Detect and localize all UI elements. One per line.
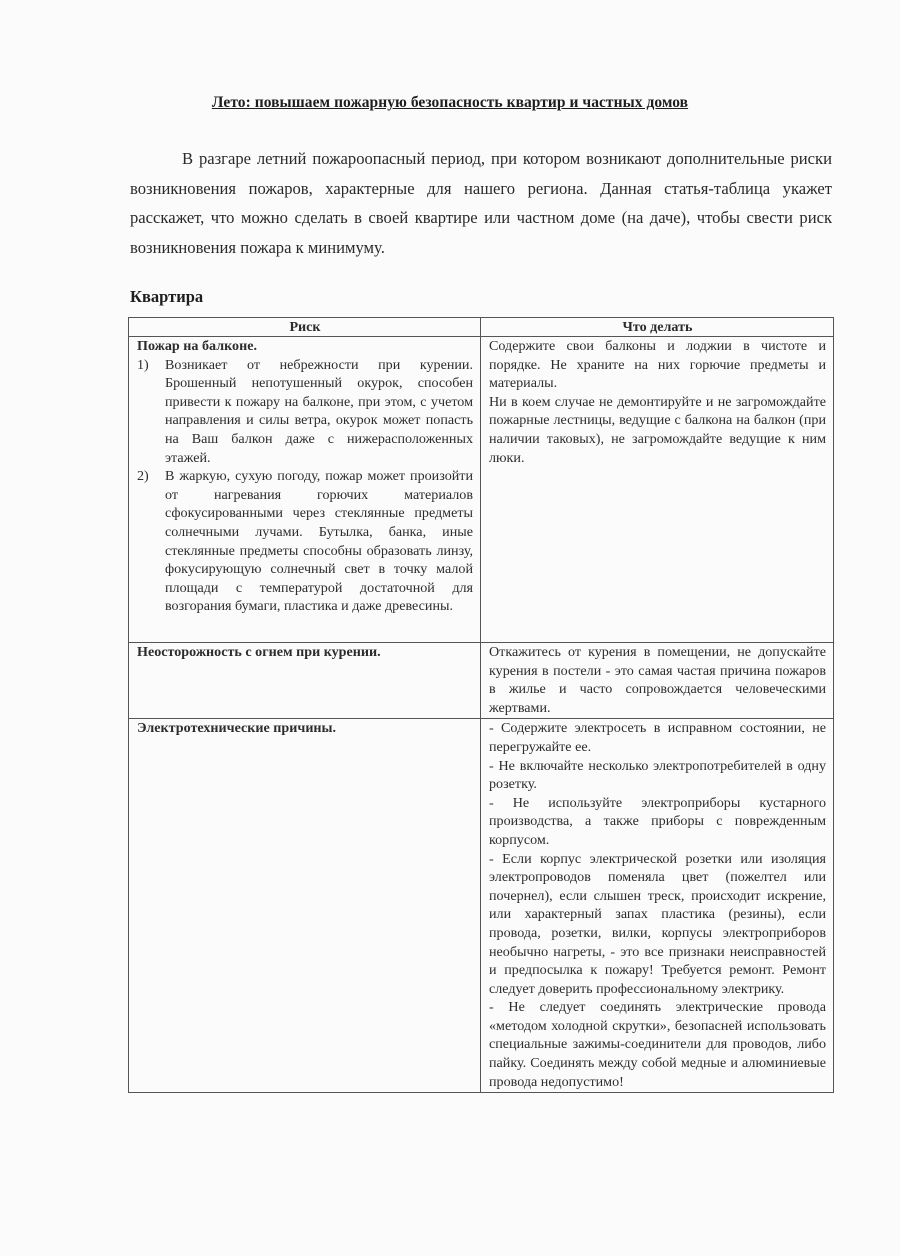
action-paragraph: - Не следует соединять электрические провода «методом холодной скрутки», безопасней использовать специальные зажимы-соединители для проводов, либо пайку. Соединять между собой медные и алюминиевые провода недопустимо! [489,999,826,1090]
list-number: 2) [137,468,149,485]
risk-cell [129,643,481,719]
header-risk: Риск [129,318,481,337]
action-cell [481,643,834,719]
action-paragraph: - Не включайте несколько электропотребителей в одну розетку. [489,757,826,793]
action-cell [481,337,834,643]
list-item [137,356,473,468]
action-cell [481,719,834,1093]
intro-paragraph: В разгаре летний пожароопасный период, при котором возникают дополнительные риски возникновения пожаров, характерные для нашего региона. Данная статья-таблица укажет расскажет, что можно сделать в своей квартире или частном доме (на даче), чтобы свести риск возникновения пожара к минимуму. [130,149,832,257]
action-paragraph: Содержите свои балконы и лоджии в чистоте и порядке. Не храните на них горючие предметы и материалы. [489,338,826,392]
action-paragraph: Ни в коем случае не демонтируйте и не загромождайте пожарные лестницы, ведущие с балкона на балкон (при наличии таковых), не загромождайте ведущие к ним люки. [489,393,826,466]
section-heading-apartment: Квартира [130,287,204,306]
list-item [137,467,473,616]
table-row [129,643,834,719]
risk-title: Пожар на балконе. [137,338,257,354]
list-number: 1) [137,356,149,373]
action-paragraph: Откажитесь от курения в помещении, не допускайте курения в постели - это самая частая причина пожаров в жилье и часто сопровождается человеческими жертвами. [489,644,826,716]
action-paragraph: - Если корпус электрической розетки или изоляция электропроводов поменяла цвет (пожелтел или почернел), если слышен треск, происходит искрение, или характерный запах пластика (резины), если провода, розетки, вилки, корпусы электроприборов необычно нагреты, - это все признаки неисправностей и предпосылка к пожару! Требуется ремонт. Ремонт следует доверить профессиональному электрику. [489,850,826,997]
table-row [129,719,834,1093]
header-what-to-do: Что делать [481,318,834,337]
table-row [129,337,834,643]
risk-cell [129,719,481,1093]
action-paragraph: - Не используйте электроприборы кустарного производства, а также приборы с поврежденным корпусом. [489,794,826,848]
risk-list [137,356,473,616]
risk-table [128,317,834,1093]
risk-cell [129,337,481,643]
table-header-row [129,318,834,337]
list-text: Возникает от небрежности при курении. Брошенный непотушенный окурок, способен привести к пожару на балконе, при этом, с учетом направления и силы ветра, окурок может попасть на Ваш балкон даже с нижерасположенных этажей. [165,356,473,466]
action-paragraph: - Содержите электросеть в исправном состоянии, не перегружайте ее. [489,720,826,755]
risk-title: Электротехнические причины. [137,720,337,737]
list-text: В жаркую, сухую погоду, пожар может произойти от нагревания горючих материалов сфокусированными через стеклянные предметы солнечными лучами. Бутылка, банка, иные стеклянные предметы способны образовать линзу, фокусирующую солнечный свет в точку малой площади с температурой достаточной для возгорания бумаги, пластика и даже древесины. [165,468,473,615]
risk-title: Неосторожность с огнем при курении. [137,644,381,660]
document-title: Лето: повышаем пожарную безопасность квартир и частных домов [211,94,689,111]
